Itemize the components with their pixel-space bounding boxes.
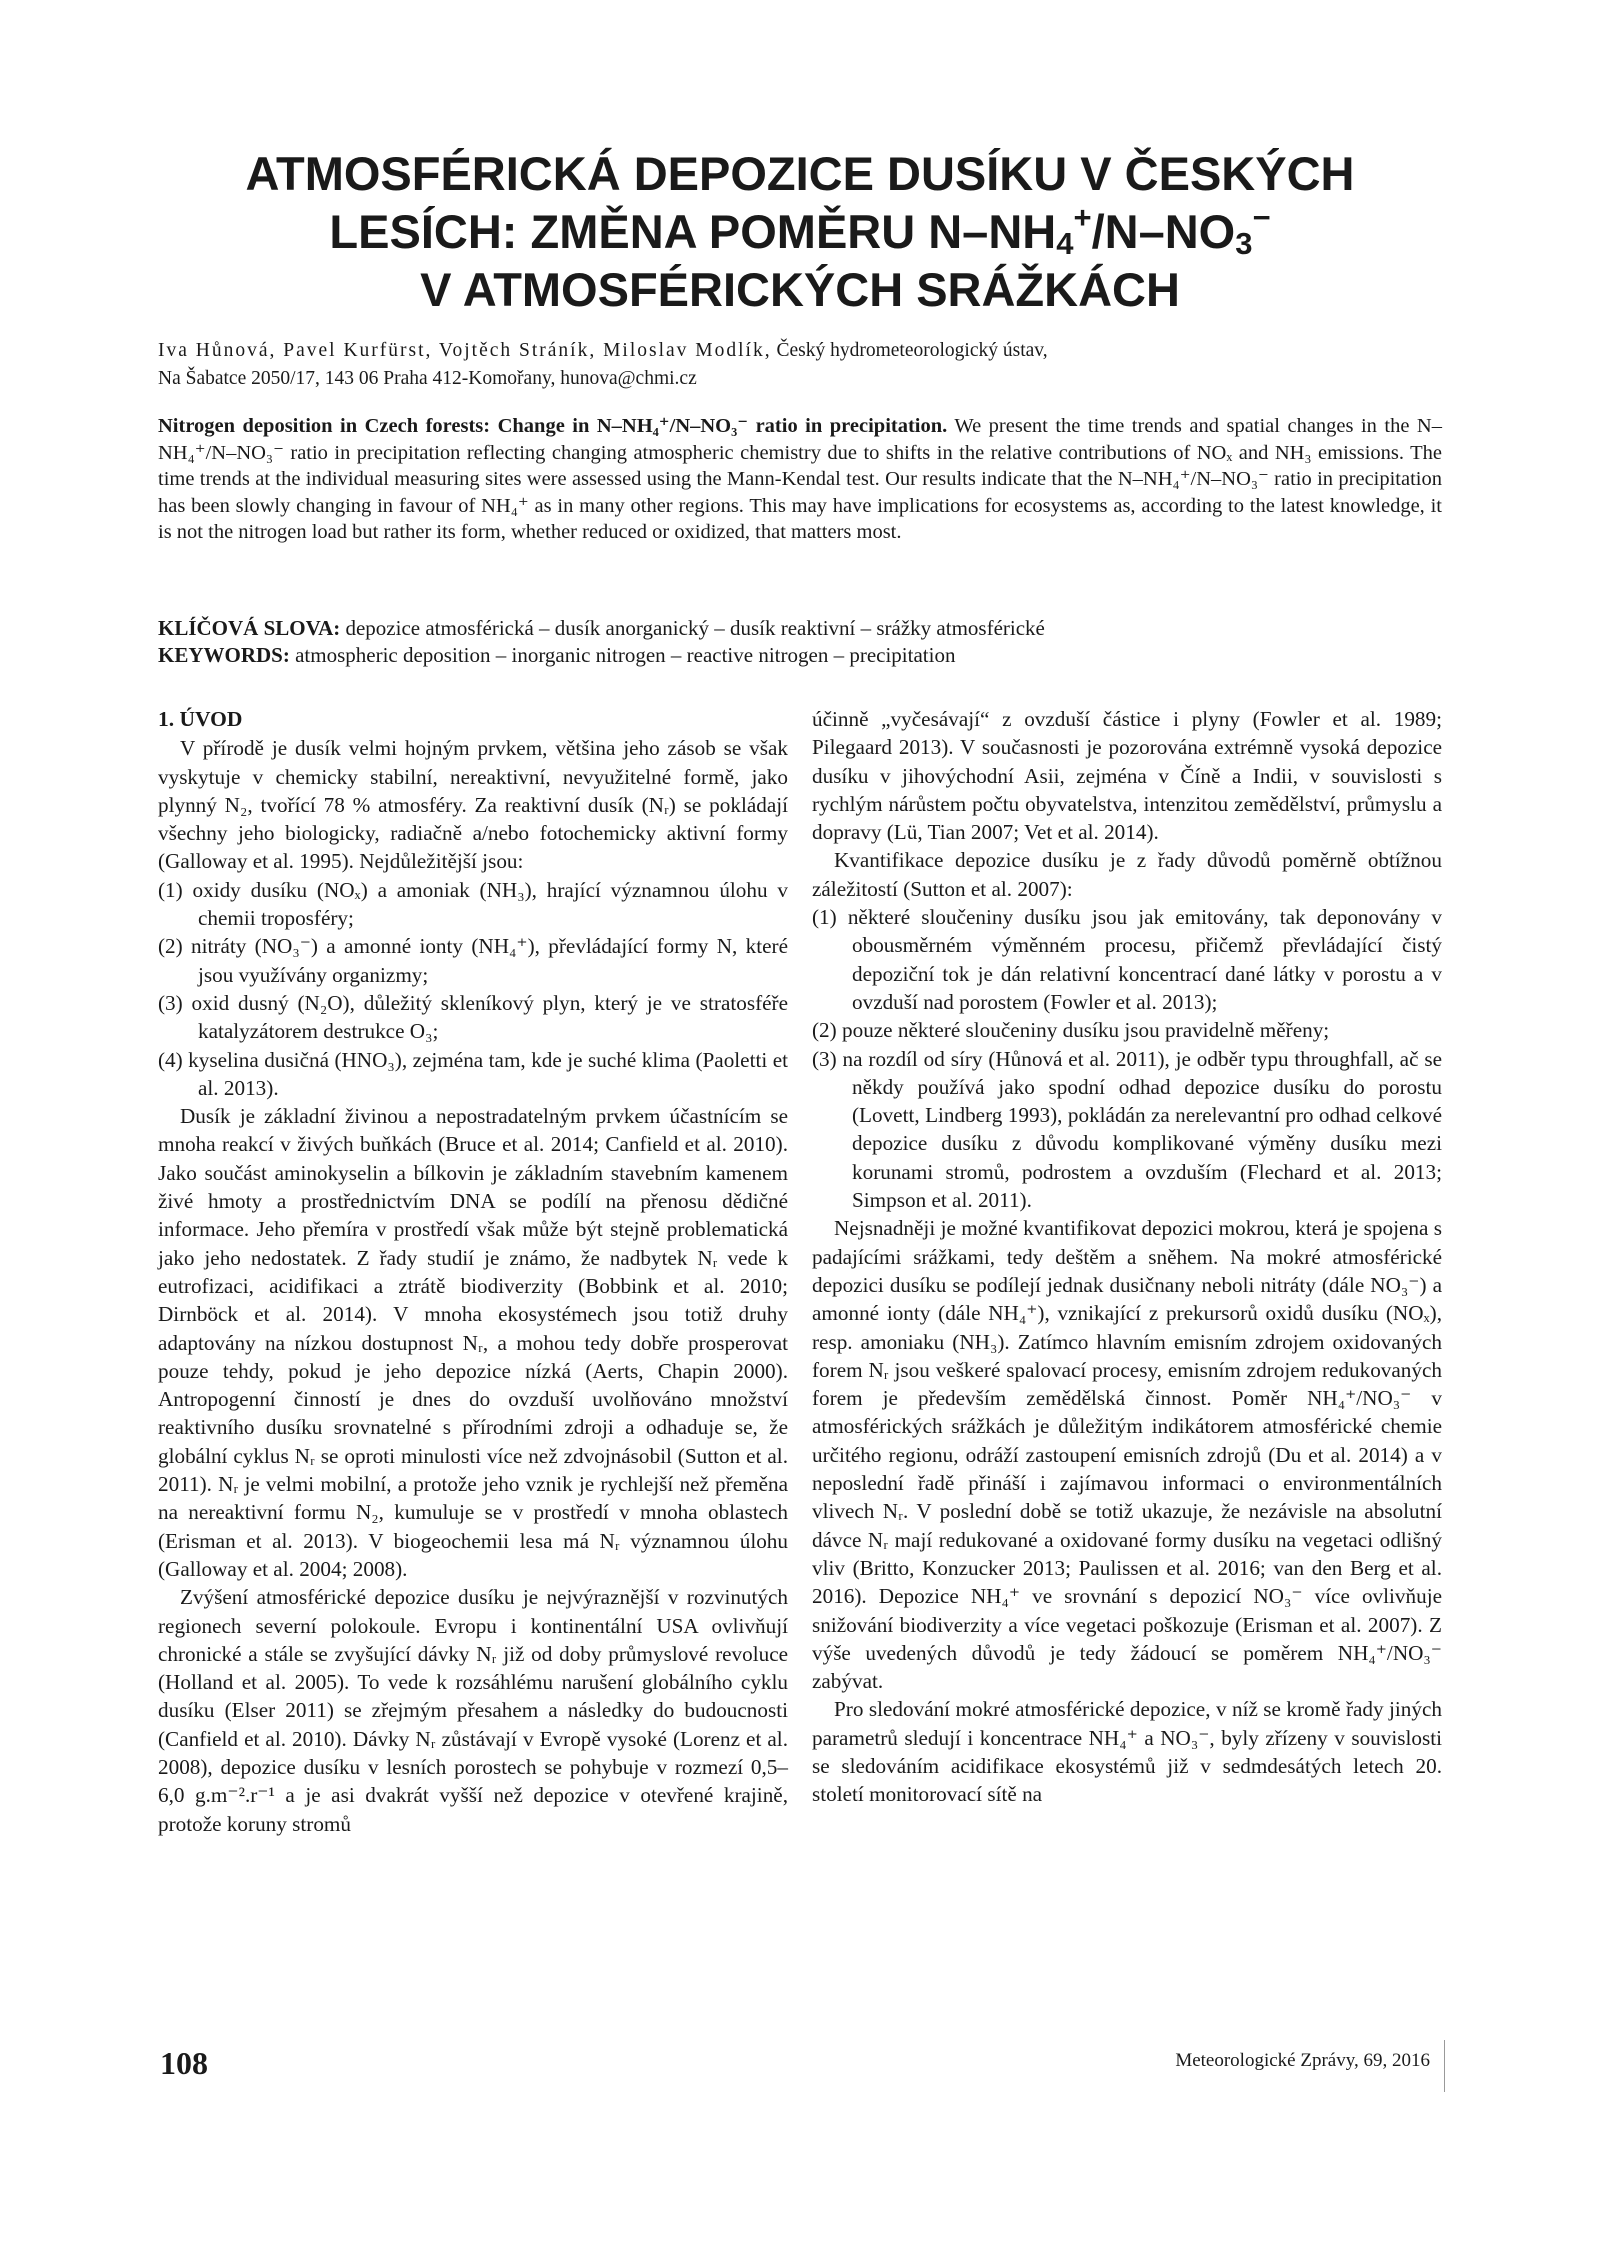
paragraph: Nejsnadněji je možné kvantifikovat depozici mokrou, která je spojena s padajícími srážkami, tedy deštěm a sněhem. Na mokré atmosférické depozici dusíku se podílejí jednak dusičnany neboli nitráty (dále NO₃⁻) a amonné ionty (dále NH₄⁺), vznikající z prekursorů oxidů dusíku (NOₓ), resp. amoniaku (NH₃). Zatímco hlavním emisním zdrojem oxidovaných forem Nᵣ jsou veškeré spalovací procesy, emisním zdrojem redukovaných forem je především zemědělská činnost. Poměr NH₄⁺/NO₃⁻ v atmosférických srážkách je důležitým indikátorem atmosférické chemie určitého regionu, odráží zastoupení emisních zdrojů (Du et al. 2014) a v neposlední řadě přináší i zajímavou informaci o environmentálních vlivech Nᵣ. V poslední době se totiž ukazuje, že nezávisle na absolutní dávce Nᵣ mají redukované a oxidované formy dusíku na vegetaci odlišný vliv (Britto, Konzucker 2013; Paulissen et al. 2016; van den Berg et al. 2016). Depozice NH₄⁺ ve srovnání s depozicí NO₃⁻ více ovlivňuje snižování biodiverzity a více vegetaci poškozuje (Erisman et al. 2007). Z výše uvedených důvodů je tedy žádoucí se poměrem NH₄⁺/NO₃⁻ zabývat.: [812, 1216, 1442, 1694]
author-institution: Český hydrometeorologický ústav,: [771, 340, 1048, 361]
list-item: (4) kyselina dusičná (HNO₃), zejména tam, kde je suché klima (Paoletti et al. 2013).: [158, 1047, 788, 1100]
journal-footer: Meteorologické Zprávy, 69, 2016: [1175, 2050, 1430, 2071]
keywords-en-label: KEYWORDS:: [158, 643, 290, 667]
paragraph: Kvantifikace depozice dusíku je z řady důvodů poměrně obtížnou záležitostí (Sutton et al. 2007):: [812, 848, 1442, 901]
numbered-list: [812, 903, 1442, 1214]
keywords-en-text: atmospheric deposition – inorganic nitrogen – reactive nitrogen – precipitation: [289, 643, 956, 667]
numbered-list: [158, 876, 788, 1102]
paper-title: [150, 145, 1450, 319]
keywords-cz-text: depozice atmosférická – dusík anorganický – dusík reaktivní – srážky atmosférické: [340, 616, 1045, 640]
footer-divider: [1444, 2040, 1445, 2092]
author-line: [158, 337, 1448, 365]
author-block: [158, 337, 1448, 393]
abstract-text: We present the time trends and spatial changes in the N–NH₄⁺/N–NO₃⁻ ratio in precipitation reflecting changing atmospheric chemistry due to shifts in the relative contributions of NOₓ and NH₃ emissions. The time trends at the individual measuring sites were assessed using the Mann-Kendal test. Our results indicate that the N–NH₄⁺/N–NO₃⁻ ratio in precipitation has been slowly changing in favour of NH₄⁺ as in many other regions. This may have implications for ecosystems as, according to the latest knowledge, it is not the nitrogen load but rather its form, whether reduced or oxidized, that matters most.: [158, 415, 1442, 544]
list-item: (3) na rozdíl od síry (Hůnová et al. 2011), je odběr typu throughfall, ač se někdy používá jako spodní odhad depozice dusíku do porostu (Lovett, Lindberg 1993), pokládán za nerelevantní pro odhad celkové depozice dusíku z důvodu komplikované výměny dusíku mezi korunami stromů, podrostem a ovzduším (Flechard et al. 2013; Simpson et al. 2011).: [812, 1046, 1442, 1213]
list-item: (3) oxid dusný (N₂O), důležitý skleníkový plyn, který je ve stratosféře katalyzátorem destrukce O₃;: [158, 990, 788, 1044]
list-item: (1) oxidy dusíku (NOₓ) a amoniak (NH₃), hrající významnou úlohu v chemii troposféry;: [158, 877, 788, 931]
title-superscript-plus: +: [1073, 199, 1092, 235]
title-line-3: V ATMOSFÉRICKÝCH SRÁŽKÁCH: [420, 263, 1180, 316]
right-column: [812, 705, 1442, 1809]
list-item: (2) pouze některé sloučeniny dusíku jsou pravidelně měřeny;: [812, 1018, 1330, 1043]
paragraph: Zvýšení atmosférické depozice dusíku je nejvýraznější v rozvinutých regionech severní polokoule. Evropu i kontinentální USA ovlivňují chronické a stále se zvyšující dávky Nᵣ již od doby průmyslové revoluce (Holland et al. 2005). To vede k rozsáhlému narušení globálního cyklu dusíku (Elser 2011) se zřejmým přesahem a následky do budoucnosti (Canfield et al. 2010). Dávky Nᵣ zůstávají v Evropě vysoké (Lorenz et al. 2008), depozice dusíku v lesních porostech se pohybuje v rozmezí 0,5–6,0 g.m⁻².r⁻¹ a je asi dvakrát vyšší než depozice v otevřené krajině, protože koruny stromů: [158, 1585, 788, 1836]
section-heading-uvod: 1. ÚVOD: [158, 707, 243, 731]
keywords-en: [158, 642, 1448, 669]
paragraph: Pro sledování mokré atmosférické depozice, v níž se kromě řady jiných parametrů sledují i koncentrace NH₄⁺ a NO₃⁻, byly zřízeny v souvislosti se sledováním acidifikace ekosystémů již v sedmdesátých letech 20. století monitorovací sítě na: [812, 1697, 1442, 1807]
title-subscript-3: 3: [1235, 226, 1253, 262]
left-column: [158, 705, 788, 1838]
title-line-2: [150, 199, 1450, 262]
author-names: Iva Hůnová, Pavel Kurfürst, Vojtěch Stráník, Miloslav Modlík,: [158, 340, 772, 361]
paragraph: V přírodě je dusík velmi hojným prvkem, většina jeho zásob se však vyskytuje v chemicky stabilní, nereaktivní, nevyužitelné formě, jako plynný N₂, tvořící 78 % atmosféry. Za reaktivní dusík (Nᵣ) se pokládají všechny jeho biologicky, radiačně a/nebo fotochemicky aktivní formy (Galloway et al. 1995). Nejdůležitější jsou:: [158, 736, 788, 874]
title-line-2-prefix: LESÍCH: ZMĚNA POMĚRU N–NH: [329, 205, 1057, 258]
list-item: (1) některé sloučeniny dusíku jsou jak emitovány, tak deponovány v obousměrném výměnném procesu, přičemž převládající čistý depoziční tok je dán relativní koncentrací dané látky v porostu a v ovzduší nad porostem (Fowler et al. 2013);: [812, 905, 1442, 1014]
abstract-lead: Nitrogen deposition in Czech forests: Change in N–NH₄⁺/N–NO₃⁻ ratio in precipitation.: [158, 415, 948, 437]
keywords-block: [158, 615, 1448, 669]
title-subscript-4: 4: [1056, 226, 1074, 262]
abstract: [158, 413, 1442, 546]
keywords-cz: [158, 615, 1448, 642]
paragraph: účinně „vyčesávají“ z ovzduší částice i plyny (Fowler et al. 1989; Pilegaard 2013). V současnosti je pozorována extrémně vysoká depozice dusíku v jihovýchodní Asii, zejména v Číně a Indii, v souvislosti s rychlým nárůstem počtu obyvatelstva, intenzitou zemědělství, průmyslu a dopravy (Lü, Tian 2007; Vet et al. 2014).: [812, 707, 1442, 845]
author-address: Na Šabatce 2050/17, 143 06 Praha 412-Komořany, hunova@chmi.cz: [158, 368, 697, 389]
title-superscript-minus: −: [1252, 199, 1271, 235]
list-item: (2) nitráty (NO₃⁻) a amonné ionty (NH₄⁺), převládající formy N, které jsou využívány organizmy;: [158, 934, 788, 987]
title-line-2-mid: /N–NO: [1091, 205, 1236, 258]
title-line-1: ATMOSFÉRICKÁ DEPOZICE DUSÍKU V ČESKÝCH: [245, 147, 1355, 200]
paragraph: Dusík je základní živinou a nepostradatelným prvkem účastnícím se mnoha reakcí v živých buňkách (Bruce et al. 2014; Canfield et al. 2010). Jako součást aminokyselin a bílkovin je základním stavebním kamenem živé hmoty a prostřednictvím DNA se podílí na přenosu dědičné informace. Jeho přemíra v prostředí však může být stejně problematická jako jeho nedostatek. Z řady studií je známo, že nadbytek Nᵣ vede k eutrofizaci, acidifikaci a ztrátě biodiverzity (Bobbink et al. 2010; Dirnböck et al. 2014). V mnoha ekosystémech jsou totiž druhy adaptovány na nízkou dostupnost Nᵣ, a mohou tedy dobře prosperovat pouze tehdy, pokud je jeho depozice nízká (Aerts, Chapin 2000). Antropogenní činností je dnes do ovzduší uvolňováno množství reaktivního dusíku srovnatelné s přírodními zdroji a odhaduje se, že globální cyklus Nᵣ se oproti minulosti více než zdvojnásobil (Sutton et al. 2011). Nᵣ je velmi mobilní, a protože jeho vznik je rychlejší než přeměna na nereaktivní formu N₂, kumuluje se v prostředí v mnoha oblastech (Erisman et al. 2013). V biogeochemii lesa má Nᵣ významnou úlohu (Galloway et al. 2004; 2008).: [158, 1104, 788, 1581]
page-number: 108: [160, 2045, 208, 2081]
keywords-cz-label: KLÍČOVÁ SLOVA:: [158, 616, 341, 640]
